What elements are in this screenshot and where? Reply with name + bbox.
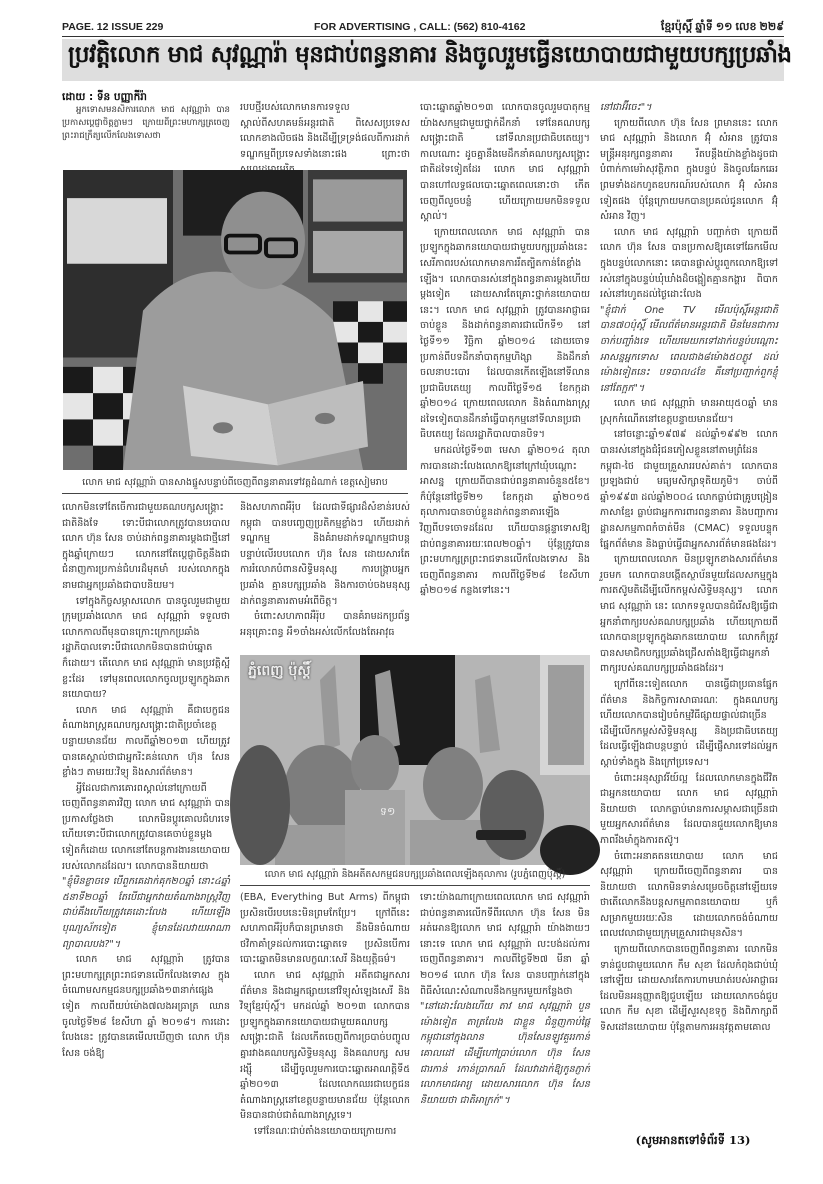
paragraph: ក្រោយពីលោក ហ៊ុន សែន ព្រមាននេះ លោក មាជ សុវណ្ណារ៉ា និងលោក អ៊ុំ សំអាន ត្រូវបានមន្ត្រីអនុរក្សពន្ធនាគារ រឹតបន្តឹងយ៉ាងខ្លាំងដូចជាបំពាក់កាមេរ៉ាសុវត្ថិភាព ក្នុងបន្ទប់ និងចូលឆែកឆេរព្រមទាំងដកហូតឧបករណ៍របស់លោក អ៊ុំ សំអាន ទៀតផង ប៉ុន្តែក្រោយមកបានប្រគល់ជូនលោក អ៊ុំ សំអាន វិញ។ [600,117,778,223]
paragraph: របបថ្មីរបស់លោកមានការទទួលស្គាល់ពីសហគមន៍អន្តរជាតិ ពិសេសប្រទេសលោកខាងលិចផង និងដើម្បីទ្រទ្រង់ផលពីការដាក់ទណ្ឌកម្មពីប្រទេសទាំងនោះផង ព្រោះថា [240,102,410,160]
paragraph: ចំពោះអនាគតនយោបាយ លោក មាជ សុវណ្ណារ៉ា ក្រោយពីចេញពីពន្ធនាគារ បាននិយាយថា លោកមិនទាន់សម្រេចចិត្តនៅឡើយទេ ថាតើលោកនឹងបន្តសកម្មភាពនយោបាយ ឬក៏សម្រាកមួយរយៈសិន ដោយលោកចង់ចំណាយពេលវេលាជាមួយក្រុមគ្រួសារជាមុនសិន។ [600,850,778,940]
monk-reading-image [63,170,407,470]
paragraph: លោក មាជ សុវណ្ណារ៉ា គឺជាបេក្ខជនតំណាងរាស្ត្រគណបក្សសង្គ្រោះជាតិប្រចាំខេត្តបន្ទាយមានជ័យ កាលពីឆ្នាំ២០១៣ ហើយត្រូវបានគេស្គាល់ថាជាអ្នករិះគន់លោក ហ៊ុន សែន ខ្លាំងៗ តាមរយៈវិទ្យុ និងសារព័ត៌មាន។ [62,704,230,779]
column-1-bottom [62,500,230,1160]
paragraph: នៅចន្លោះឆ្នាំ១៩៧៩ ដល់ឆ្នាំ១៩៩២ លោក បានរស់នៅក្នុងជំរុំជនភៀសខ្លួននៅតាមព្រំដែនកម្ពុជា-ថៃ ជាមួយគ្រួសាររបស់គាត់។ លោកបានប្រឡងជាប់ មធ្យមសិក្សាទុតិយភូមិ។ ចាប់ពីឆ្នាំ១៩៩៣ ដល់ឆ្នាំ២០០៤ លោកធ្លាប់ជាគ្រូបង្រៀនភាសាខ្មែរ ធ្លាប់ជាអ្នកការពារពន្ធនាគារ និងបញ្ជាការដ្ឋានសកម្មភាពកំចាត់មីន (CMAC) ទទួលបន្ទុកផ្នែកព័ត៌មាន និងធ្លាប់ធ្វើជាអ្នកសារព័ត៌មានផងដែរ។ [600,429,778,550]
column-2-middle [240,500,410,640]
paragraph: (EBA, Everything But Arms) ពីកម្ពុជា ប្រសិនបើរបបនេះមិនព្រមកែប្រែ។ ក្រៅពីនេះ សហភាពអឺរ៉ុបក៏បានព្រមានថា នឹងមិនចំណាយថវិកាគាំទ្រដល់ការបោះឆ្នោតទេ ប្រសិនបើការបោះឆ្នោតមិនមានលក្ខណៈសេរី និងយុត្តិធម៌។ [240,892,410,966]
paragraph: លោក មាជ សុវណ្ណារ៉ា អតីតជាអ្នកសារព័ត៌មាន និងជាអ្នកផ្សាយនៅវិទ្យុសំឡេងសេរី និងវិទ្យុខ្មែរប៉ុស្តិ៍។ មកដល់ឆ្នាំ ២០១៣ លោកបានប្រឡូកក្នុងឆាកនយោបាយជាមួយគណបក្សសង្គ្រោះជាតិ ដែលកើតចេញពីការច្របាច់បញ្ចូលគ្នារវាងគណបក្សសិទ្ធិមនុស្ស និងគណបក្ស សម រង្ស៊ី ដើម្បីចូលរួមការបោះឆ្នោតអាណត្តិទី៥ ឆ្នាំ២០១៣ ដែលលោកឈរជាបេក្ខជនតំណាងរាស្ត្រនៅខេត្តបន្ទាយមានជ័យ ប៉ុន្តែលោកមិនបានជាប់ជាតំណាងរាស្ត្រទេ។ [240,969,410,1122]
column-1-top [62,90,230,168]
photo-release-court [240,655,590,865]
phnompenh-post-watermark: ភ្នំពេញ ប៉ុស្តិ៍ [248,663,311,679]
continued-on-page-13: (សូមអានតទៅទំព័រទី 13) [635,1133,751,1147]
quote-paragraph: "ខ្ញុំមិនខ្លាចទេ បើពួកគេដាក់គុក២០ឆ្នាំ នោះ៤ឆ្នាំ ៥នាទី២០ឆ្នាំ តែបើជាអ្នកវាយតំណាងរាស្ត្រវិញ ជាប់គឹងហើយត្រូវគេដោះលែង ហើយឡើងបុណ្យស័កទៀត ខ្ញុំមានដែលវាយអាណាព្យាបាលបង?"។ [62,876,230,950]
paragraph: ក្រោយពីលោកបានចេញពីពន្ធនាគារ លោកមិនទាន់ជួបជាមួយលោក កឹម សុខា ដែលកំពុងជាប់ឃុំនៅឡើយ ដោយសារតែការហាមឃាត់របស់អាជ្ញាធរ ដែលមិនអនុញ្ញាតឱ្យជួបឡើយ ដោយលោកចង់ជួបលោក កឹម សុខា ដើម្បីសួរសុខទុក្ខ និងពិភាក្សាពីទិសដៅនយោបាយ ប៉ុន្តែតាមការអនុវត្តតាមគោល [600,944,778,1034]
column-3-top [420,100,590,645]
photo2-caption: លោក មាជ សុវណ្ណារ៉ា និងអតីតសកម្មជនបក្សប្រឆាំងពេលឡើងតុលាការ (រូបភ្នំពេញប៉ុស្តិ៍) [240,868,590,886]
photo1-caption: លោក មាជ សុវណ្ណារ៉ា បានសាងផ្នួសបន្ទាប់ពីចេញពីពន្ធនាគារទៅវត្តដំណាក់ ខេត្តសៀមរាប [62,476,408,494]
paragraph: ចំពោះអនុស្សាវរីយ៍ល្អ ដែលលោកមានក្នុងជីវិតជាអ្នកនយោបាយ លោក មាជ សុវណ្ណារ៉ា និយាយថា លោកធ្លាប់មានការសម្ភាសជាច្រើនជាមួយអ្នកសារព័ត៌មាន ដែលបានជួយលោកឱ្យមានភាពរឹងមាំក្នុងការតស៊ូ។ [600,772,778,846]
paragraph: អ្វីដែលជាការគោរពស្គាល់នៅក្រោយពីចេញពីពន្ធនាគារវិញ លោក មាជ សុវណ្ណារ៉ា បានប្រកាសថ្លែងថា លោកមិនប្តូរគោលជំហរទេ ហើយទោះបីជាលោកត្រូវបានគេចាប់ខ្លួនម្តងទៀតក៏ដោយ លោកនៅតែបន្តការងារនយោបាយរបស់លោកដដែល។ លោកបាននិយាយថា [62,782,230,872]
photo-monk-reading [63,170,407,470]
column-3-bottom [420,890,590,1160]
article-headline: ប្រវត្តិលោក មាជ សុវណ្ណារ៉ា មុនជាប់ពន្ធនាគារ និងចូលរួមធ្វើនយោបាយជាមួយបក្សប្រឆាំង [68,42,792,68]
headline-band [62,39,792,81]
byline: ដោយ : ទីន បញ្ញាកីរ៉ា [62,91,147,103]
paragraph: លោកមិនទៅតែចើការជាមួយគណបក្សសង្គ្រោះជាតិនិងទែ ទោះបីជាលោកត្រូវបានបរបាលលោក ហ៊ុន សែន ចាប់ដាក់ពន្ធនាគារម្តងជាថ្មីនៅក្នុងឆ្នាំក្រោយៗ លោកនៅតែប្តេជ្ញាចិត្តនឹងជាជំនាញការប្រកាន់ជំហរដ៏មុតមាំ របស់លោកក្នុងនាមជាអ្នកប្រឆាំងជាបាបនិយម។ [62,502,230,591]
page-issue-label: PAGE. 12 ISSUE 229 [62,21,164,33]
shirt-number: ទ១ [380,805,396,818]
paragraph: ក្រៅពីនេះទៀតលោក បានធ្វើជាប្រធានផ្នែកព័ត៌មាន និងកិច្ចការសាធារណៈ ក្នុងគណបក្ស ហើយលោកបានរៀបចំកម្មវិធីផ្សាយផ្ទាល់ជាច្រើន ដើម្បីលើកកម្ពស់សិទ្ធិមនុស្ស និងប្រជាធិបតេយ្យ ដែលធ្វើឡើងជាបន្តបន្ទាប់ ដើម្បីផ្ញើសារទៅដល់អ្នកស្តាប់ទាំងក្នុង និងក្រៅប្រទេស។ [600,678,778,768]
paragraph: ទៅក្នុងកិច្ចសម្ភាសលោក បានចូលរួមជាមួយក្រុមប្រឆាំងលោក មាជ សុវណ្ណារ៉ា ទទួលថាលោកកាលពីមុនបានក្រោះក្រោកប្រឆាំងរដ្ឋាភិបាលទោះបីជាលោកមិនបានជាប់ឆ្នោតក៏ដោយ។ តើលោក មាជ សុវណ្ណារ៉ា មានប្រវត្តិស្អីខ្លះដែរ ទៅមុនពេលលោកចូលប្រឡូកក្នុងឆាកនយោបាយ? [62,595,230,701]
paragraph: លោក មាជ សុវណ្ណារ៉ា មានអាយុ៥០ឆ្នាំ មានស្រុកកំណើតនៅខេត្តបន្ទាយមានជ័យ។ [600,398,778,425]
paragraph: អ្នកទោសមនសិការលោក មាជ សុវណ្ណារ៉ា បានប្រកាសប្តេជ្ញាចិត្តភ្លាមៗ ក្រោយពីព្រះមហាក្សត្រចេញព្រះរាជក្រឹត្យលើកលែងទោសថា [62,105,230,141]
paragraph: បោះឆ្នោតឆ្នាំ២០១៣ លោកបានចូលរួមបាតុកម្មយ៉ាងសកម្មជាមួយថ្នាក់ដឹកនាំ ទៅនែគណបក្សសង្គ្រោះជាតិ នៅទីលានប្រជាធិបតេយ្យ។ កាលណោះ ដូចគ្នានឹងមេដឹកនាំគណបក្សសង្គ្រោះជាតិដទៃទៀតដែរ លោក មាជ សុវណ្ណារ៉ា បានហៅលទ្ធផលបោះឆ្នោតពេលនោះថា កើតចេញពីលួចបន្លំ ហើយក្រោយមកមិនទទួលស្គាល់។ [420,102,590,223]
column-2-bottom [240,890,410,1160]
paragraph: មកដល់ថ្ងៃទី១៣ មេសា ឆ្នាំ២០១៤ តុលាការបានដោះលែងលោកឱ្យនៅក្រៅឃុំបណ្តោះអាសន្ន ក្រោយពីបានជាប់ពន្ធនាគារចំនួន៥ខែ។ ក៏ប៉ុន្តែនៅថ្ងៃទី២១ ខែកក្កដា ឆ្នាំ២០១៥ តុលាការបានចាប់ខ្លួនដាក់ពន្ធនាគារឡើងវិញពីបទចោទដដែល ហើយបានផ្តន្ទាទោសឱ្យជាប់ពន្ធនាគាររយៈពេល២០ឆ្នាំ។ ប៉ុន្តែត្រូវបានព្រះមហាក្សត្រព្រះរាជទានលើកលែងទោស និងចេញពីពន្ធនាគារ កាលពីថ្ងៃទី២៨ ខែសីហា ឆ្នាំ២០១៨ កន្លងទៅនេះ។ [420,445,590,597]
quote-end: នៅជាអ៊ីចេះ"។ [600,102,652,113]
paragraph: និងសហភាពអឺរ៉ុប ដែលជាទីផ្សារដ៏សំខាន់របស់កម្ពុជា បានបញ្ចេញប្រតិកម្មខ្លាំងៗ ហើយដាក់ទណ្ឌកម្ម និងគំរាមដាក់ទណ្ឌកម្មជាបន្តបន្ទាប់លើរបបលោក ហ៊ុន សែន ដោយសារតែការរំលោភបំពានសិទ្ធិមនុស្ស ការបង្ក្រាបអ្នកប្រឆាំង គ្មានបក្សប្រឆាំង និងការចាប់ចងមនុស្សដាក់ពន្ធនាគារតាមអំពើចិត្ត។ [240,502,410,607]
paragraph: លោក មាជ សុវណ្ណារ៉ា ត្រូវបានព្រះមហាក្សត្រព្រះរាជទានលើកលែងទោស ក្នុងចំណោមសកម្មជនបក្សប្រឆាំង១៣នាក់ផ្សេងទៀត កាលពីយប់ម៉ោង៧លងអធ្រាត្រ ឈានចូលថ្ងៃទី២៨ ខែសីហា ឆ្នាំ ២០១៨។ ការដោះលែងនេះ ត្រូវបានគេមើលឃើញថា លោក ហ៊ុន សែន ចង់ឱ្យ [62,954,230,1059]
column-2-top [240,100,410,160]
paragraph: ចំពោះសហភាពអឺរ៉ុប បានគំរាមដកប្រព័ន្ធអនុគ្រោះពន្ធ អឺ១ចាំងអស់លើកលែងតែអាវុធ [240,611,410,638]
quote-paragraph: "ខ្ញុំជាក់ One TV មើលប៉ុស្តិ៍អន្តរជាតិ បាន៧០ប៉ុស្តិ៍ មើលព័ត៌មានអន្តរជាតិ មិនមែនជាការចាក់បញ្ចាំងទេ ហើយមេយកទៅដាក់បន្ទប់បណ្តោះអាសន្នអ្នកទោស ពេលជាង៨ម៉ោង៥០ភ្លូវ ដល់ម៉ោងទៀតនេះ បទបាល៤ខែ គឺនៅប្រញ្ជាក់ពួកខ្ញុំនៅតែក្អក"។ [600,304,778,394]
quote-paragraph: "នៅដោះលែងហើយ តាវ មាជ សុវណ្ណារ៉ា បួនម៉ោងទៀត តាត្រលែង ជាខ្លួន ជំនួញកាប់ផ្តៃកម្ពុជានៅក្នុងលាន ហ៊ុនសែនឡូវគួររកាន់គោលដៅ ដើម្បីហៅប្រាប់លោក ហ៊ុន សែន ជារកាន់ រកាន់ប្រាកណ៍ ដែលវាដាក់ឱ្យកូនភ្ញាក់លោកមាជអារ្យ ដោយសារលោក ហ៊ុន សែន និយាយថា ជាតិអាក្រក់"។ [420,1001,590,1106]
paragraph: ក្រោយពេលលោក មិនប្រឡូកខាងសារព័ត៌មានរួចមក លោកបានបង្កើតស្ថាប័នមួយដែលសកម្មក្នុងការតស៊ូមតិដើម្បីលើកកម្ពស់សិទ្ធិមនុស្ស។ លោក មាជ សុវណ្ណារ៉ា នេះ លោកទទួលបានជំរើសឱ្យធ្វើជាអ្នកនាំពាក្យរបស់គណបក្សប្រឆាំង ហើយក្រោយពីលោកបានប្រឡូកក្នុងឆាកនយោបាយ លោកក៏ត្រូវបានសមាជិកបក្សប្រឆាំងជ្រើសតាំងឱ្យធ្វើជាអ្នកនាំពាក្យរបស់គណបក្សប្រឆាំងផងដែរ។ [600,554,778,675]
page-header-bar [62,20,784,37]
advertising-label: FOR ADVERTISING , CALL: (562) 810-4162 [314,21,526,33]
paragraph: ទៅនែណៈជាប់តាំងនយោបាយក្រោយការ [254,1125,397,1137]
paragraph: ក្រោយពេលលោក មាជ សុវណ្ណារ៉ា បានប្រឡូកក្នុងឆាកនយោបាយជាមួយបក្សប្រឆាំងនេះ សេរីភាពរបស់លោកមានការរឹតត្បិតកាន់តែខ្លាំងឡើង។ លោកបានរស់នៅក្នុងពន្ធនាគារម្តងហើយម្តងទៀត ដោយសារតែគ្រោះថ្នាក់នយោបាយនេះ។ លោក មាជ សុវណ្ណារ៉ា ត្រូវបានអាជ្ញាធរចាប់ខ្លួន និងដាក់ពន្ធនាគារជាលើកទី១ នៅថ្ងៃទី១១ វិច្ឆិកា ឆ្នាំ២០១៤ ដោយចោទប្រកាន់ពីបទដឹកនាំបាតុកម្មហិង្សា និងដឹកនាំចលនាបះបោរ ដែលបានកើតឡើងនៅទីលានប្រជាធិបតេយ្យ កាលពីថ្ងៃទី១៥ ខែកក្កដា ឆ្នាំ២០១៤ ក្រោយពេលលោក និងតំណាងរាស្ត្រដទៃទៀតបានដឹកនាំធ្វើបាតុកម្មនៅទីលានប្រជាធិបតេយ្យ ដែលរដ្ឋាភិបាលបានបិទ។ [420,226,590,441]
paragraph: ទោះយ៉ាងណាក្រោយពេលលោក មាជ សុវណ្ណារ៉ា ជាប់ពន្ធនាគារលើកទីពីរលោក ហ៊ុន សែន មិនអត់អោនឱ្យលោក មាជ សុវណ្ណារ៉ា យ៉ាងងាយៗនោះទេ លោក មាជ សុវណ្ណារ៉ា លះបង់ដល់ការចេញពីពន្ធនាគារ។ កាលពីថ្ងៃទី២៧ មីនា ឆ្នាំ ២០១៨ លោក ហ៊ុន សែន បានបញ្ជាក់នៅក្នុងពិធីសំណេះសំណាលនឹងកម្មករមួយកន្លែងថា [420,892,590,997]
paragraph: លោក មាជ សុវណ្ណារ៉ា បញ្ជាក់ថា ក្រោយពីលោក ហ៊ុន សែន បានប្រកាសឱ្យគេទៅឆែកមើលក្នុងបន្ទប់លោកនោះ គេបានផ្លាស់ប្តូរពួកលោកឱ្យទៅរស់នៅក្នុងបន្ទប់ឃុំឃាំងដ៏ចង្អៀតគ្មានកង្ហារ ពិបាករស់នៅរហូតដល់ថ្ងៃដោះលែង [600,226,778,301]
masthead-khmer: ខ្មែរប៉ុស្តិ៍ ឆ្នាំទី ១១ លេខ ២២៩ [660,21,784,33]
column-4 [600,100,778,1130]
court-release-image [240,655,590,865]
